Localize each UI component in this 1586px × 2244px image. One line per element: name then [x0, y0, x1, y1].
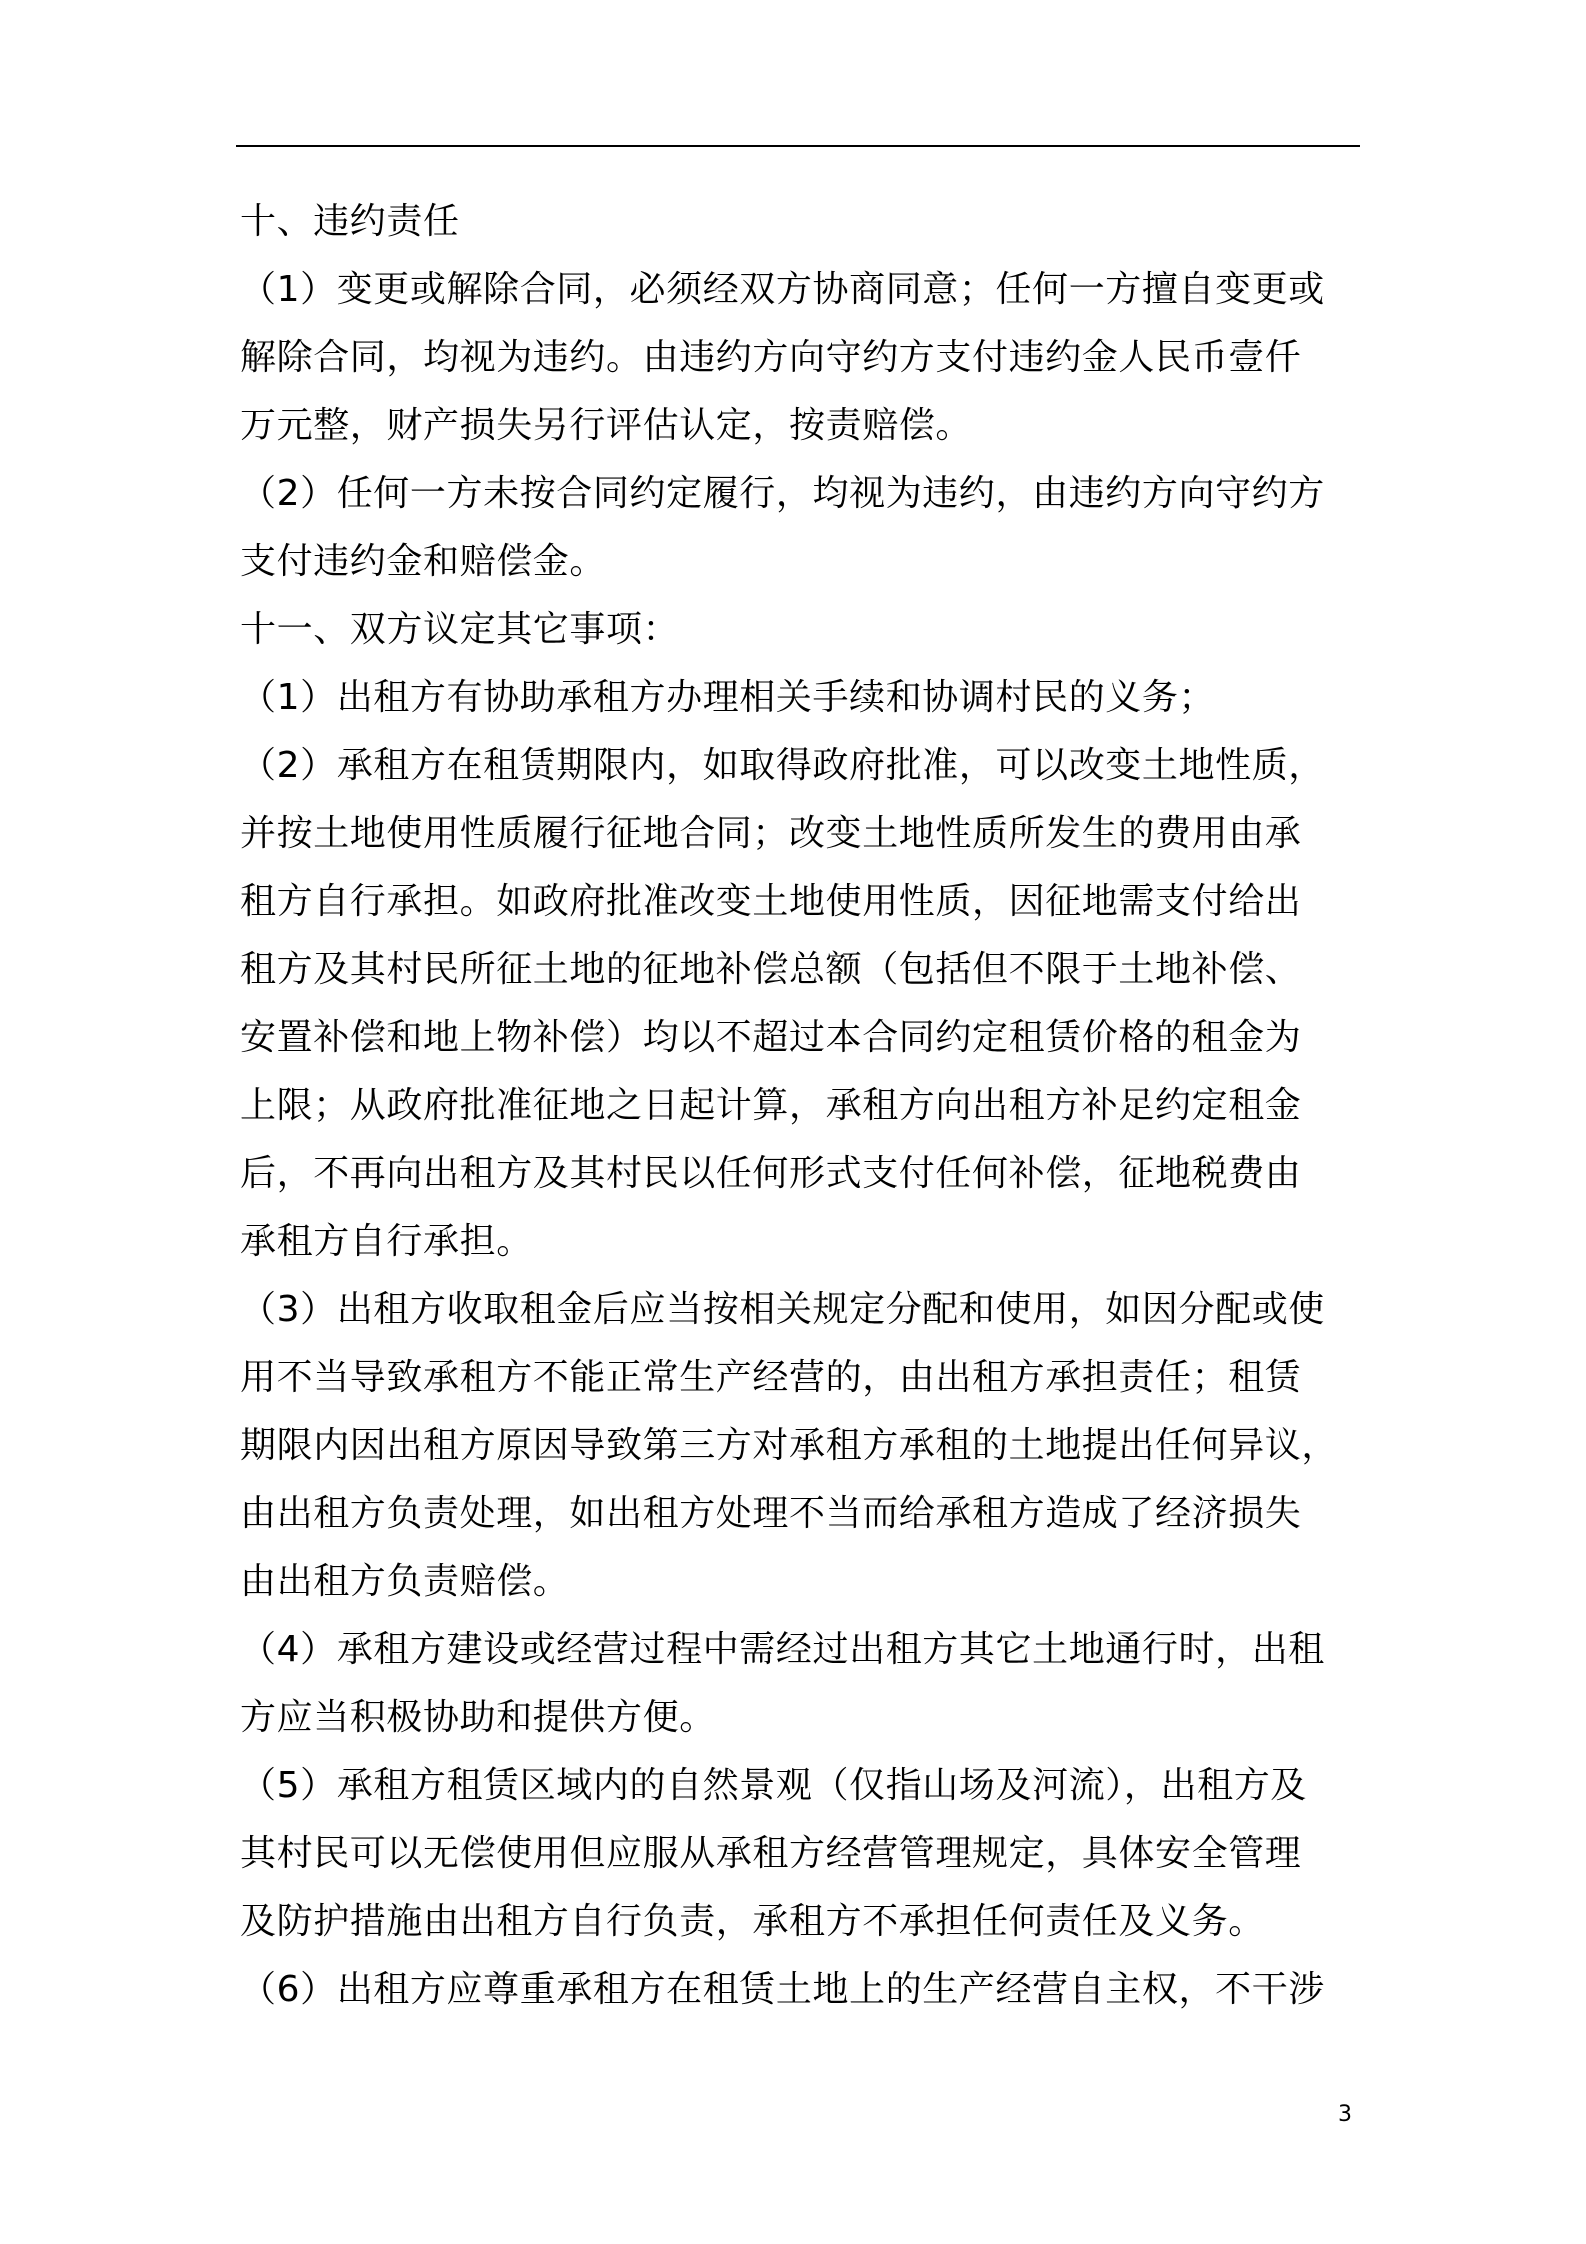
text-line: （3）出租方收取租金后应当按相关规定分配和使用，如因分配或使: [240, 1289, 1325, 1330]
text-line: 万元整，财产损失另行评估认定，按责赔偿。: [240, 405, 973, 446]
text-line: 其村民可以无偿使用但应服从承租方经营管理规定，具体安全管理: [240, 1833, 1302, 1874]
text-line: （1）出租方有协助承租方办理相关手续和协调村民的义务；: [240, 677, 1216, 718]
header-rule: [236, 145, 1360, 147]
text-line: 支付违约金和赔偿金。: [240, 541, 607, 582]
section-heading-breach-liability: 十、违约责任: [240, 201, 460, 242]
text-line: 及防护措施由出租方自行负责，承租方不承担任何责任及义务。: [240, 1901, 1265, 1942]
text-line: 由出租方负责处理，如出租方处理不当而给承租方造成了经济损失: [240, 1493, 1302, 1534]
text-line: 用不当导致承租方不能正常生产经营的，由出租方承担责任；租赁: [240, 1357, 1302, 1398]
text-line: （2）任何一方未按合同约定履行，均视为违约，由违约方向守约方: [240, 473, 1325, 514]
document-body: [240, 188, 1360, 2024]
page-number: 3: [1338, 2102, 1352, 2127]
text-line: （4）承租方建设或经营过程中需经过出租方其它土地通行时，出租: [240, 1629, 1325, 1670]
text-line: 安置补偿和地上物补偿）均以不超过本合同约定租赁价格的租金为: [240, 1017, 1302, 1058]
text-line: 方应当积极协助和提供方便。: [240, 1697, 716, 1738]
text-line: （1）变更或解除合同，必须经双方协商同意；任何一方擅自变更或: [240, 269, 1325, 310]
text-line: 租方及其村民所征土地的征地补偿总额（包括但不限于土地补偿、: [240, 949, 1302, 990]
text-line: 并按土地使用性质履行征地合同；改变土地性质所发生的费用由承: [240, 813, 1302, 854]
text-line: 期限内因出租方原因导致第三方对承租方承租的土地提出任何异议，: [240, 1425, 1339, 1466]
text-line: （6）出租方应尊重承租方在租赁土地上的生产经营自主权，不干涉: [240, 1969, 1325, 2010]
section-heading-other-matters: 十一、双方议定其它事项：: [240, 609, 680, 650]
text-line: 上限；从政府批准征地之日起计算，承租方向出租方补足约定租金: [240, 1085, 1302, 1126]
text-line: 租方自行承担。如政府批准改变土地使用性质，因征地需支付给出: [240, 881, 1302, 922]
text-line: 承租方自行承担。: [240, 1221, 533, 1262]
text-line: 后，不再向出租方及其村民以任何形式支付任何补偿，征地税费由: [240, 1153, 1302, 1194]
text-line: 解除合同，均视为违约。由违约方向守约方支付违约金人民币壹仟: [240, 337, 1302, 378]
text-line: 由出租方负责赔偿。: [240, 1561, 570, 1602]
text-line: （2）承租方在租赁期限内，如取得政府批准，可以改变土地性质，: [240, 745, 1325, 786]
text-line: （5）承租方租赁区域内的自然景观（仅指山场及河流），出租方及: [240, 1765, 1307, 1806]
